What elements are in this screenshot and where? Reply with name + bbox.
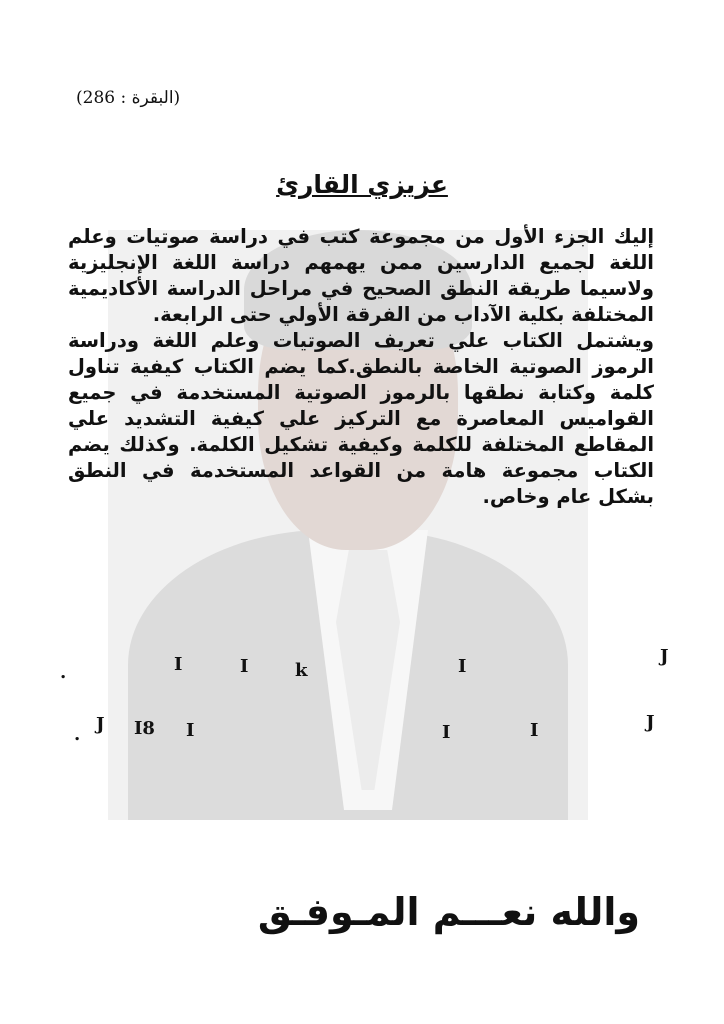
stray-mark: I — [240, 656, 249, 677]
stray-mark: I8 — [134, 718, 155, 739]
stray-mark: . — [74, 724, 81, 745]
stray-mark: I — [174, 654, 183, 675]
stray-mark: I — [442, 722, 451, 743]
page-title: عزيزي القارئ — [276, 170, 448, 199]
body-text — [68, 224, 654, 510]
stray-mark: k — [295, 660, 308, 681]
closing-phrase: والله نعـــم المـوفـق — [257, 890, 640, 934]
paragraph-intro: إليك الجزء الأول من مجموعة كتب في دراسة صوتيات وعلم اللغة لجميع الدارسين ممن يهمهم دراسة اللغة الإنجليزية ولاسيما طريقة النطق الصحيح في مراحل الدراسة الأكاديمية المختلفة بكلية الآداب من الفرقة الأولي حتى الرابعة. — [68, 225, 654, 326]
verse-reference: (البقرة : 286) — [76, 88, 181, 108]
stray-mark: J — [660, 646, 669, 667]
stray-mark: I — [186, 720, 195, 741]
paragraph-contents: ويشتمل الكتاب علي تعريف الصوتيات وعلم اللغة ودراسة الرموز الصوتية الخاصة بالنطق.كما يضم الكتاب كيفية تناول كلمة وكتابة نطقها بالرموز الصوتية المستخدمة في جميع القواميس المعاصرة مع التركيز علي كيفية التشديد علي المقاطع المختلفة للكلمة وكيفية تشكيل الكلمة. وكذلك يضم الكتاب مجموعة هامة من القواعد المستخدمة في النطق بشكل عام وخاص. — [68, 329, 654, 508]
stray-mark: J — [646, 712, 655, 733]
stray-mark: I — [530, 720, 539, 741]
stray-mark: I — [458, 656, 467, 677]
stray-mark: . — [60, 662, 67, 683]
stray-mark: J — [96, 714, 105, 735]
